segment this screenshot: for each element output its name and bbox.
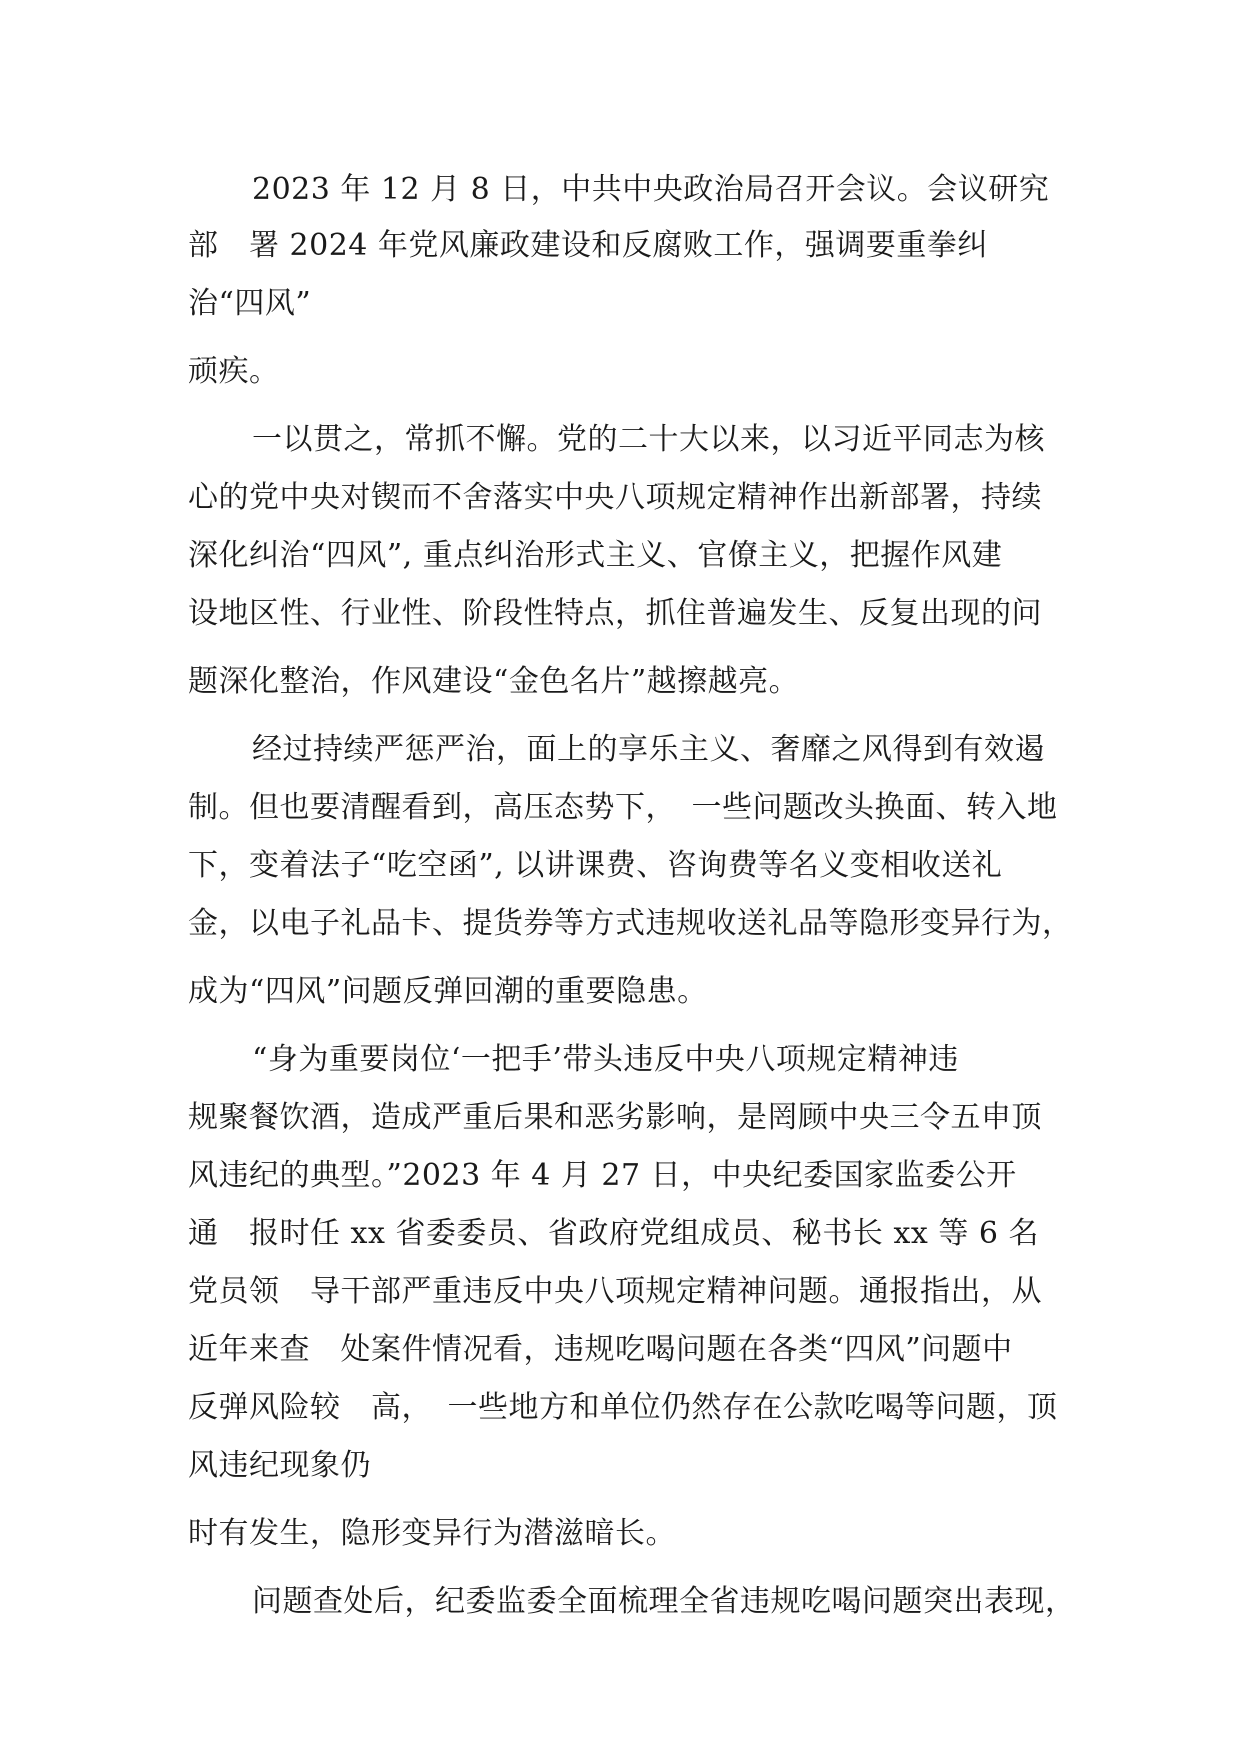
text-line: 心的党中央对锲而不舍落实中央八项规定精神作出新部署，持续 (188, 480, 1042, 515)
text-line: 金，以电子礼品卡、提货券等方式违规收送礼品等隐形变异行为， (188, 906, 1073, 941)
text-line: 下，变着法子“吃空函”, 以讲课费、咨询费等名义变相收送礼 (188, 848, 1003, 883)
text-line: 制。但也要清醒看到，高压态势下， 一些问题改头换面、转入地 (188, 790, 1058, 825)
text-line: 风违纪现象仍 (188, 1448, 371, 1483)
text-line: “身为重要岗位‘一把手’带头违反中央八项规定精神违 (252, 1042, 959, 1077)
text-line: 一以贯之，常抓不懈。党的二十大以来，以习近平同志为核 (252, 422, 1045, 457)
text-line: 党员领 导干部严重违反中央八项规定精神问题。通报指出，从 (188, 1274, 1042, 1309)
text-line: 规聚餐饮酒，造成严重后果和恶劣影响，是罔顾中央三令五申顶 (188, 1100, 1042, 1135)
text-line: 通 报时任 xx 省委委员、省政府党组成员、秘书长 xx 等 6 名 (188, 1216, 1039, 1251)
text-line: 治“四风” (188, 286, 312, 321)
text-line: 题深化整治，作风建设“金色名片”越擦越亮。 (188, 664, 800, 699)
text-line: 风违纪的典型。”2023 年 4 月 27 日，中央纪委国家监委公开 (188, 1158, 1017, 1193)
text-line: 顽疾。 (188, 354, 280, 389)
text-line: 问题查处后，纪委监委全面梳理全省违规吃喝问题突出表现， (252, 1584, 1076, 1619)
text-line: 时有发生，隐形变异行为潜滋暗长。 (188, 1516, 676, 1551)
text-line: 经过持续严惩严治，面上的享乐主义、奢靡之风得到有效遏 (252, 732, 1045, 767)
text-line: 2023 年 12 月 8 日，中共中央政治局召开会议。会议研究 (252, 172, 1050, 207)
text-line: 设地区性、行业性、阶段性特点，抓住普遍发生、反复出现的问 (188, 596, 1042, 631)
text-line: 近年来查 处案件情况看，违规吃喝问题在各类“四风”问题中 (188, 1332, 1013, 1367)
text-line: 部 署 2024 年党风廉政建设和反腐败工作，强调要重拳纠 (188, 228, 988, 263)
text-line: 成为“四风”问题反弹回潮的重要隐患。 (188, 974, 708, 1009)
text-line: 深化纠治“四风”, 重点纠治形式主义、官僚主义，把握作风建 (188, 538, 1003, 573)
text-line: 反弹风险较 高， 一些地方和单位仍然存在公款吃喝等问题，顶 (188, 1390, 1058, 1425)
